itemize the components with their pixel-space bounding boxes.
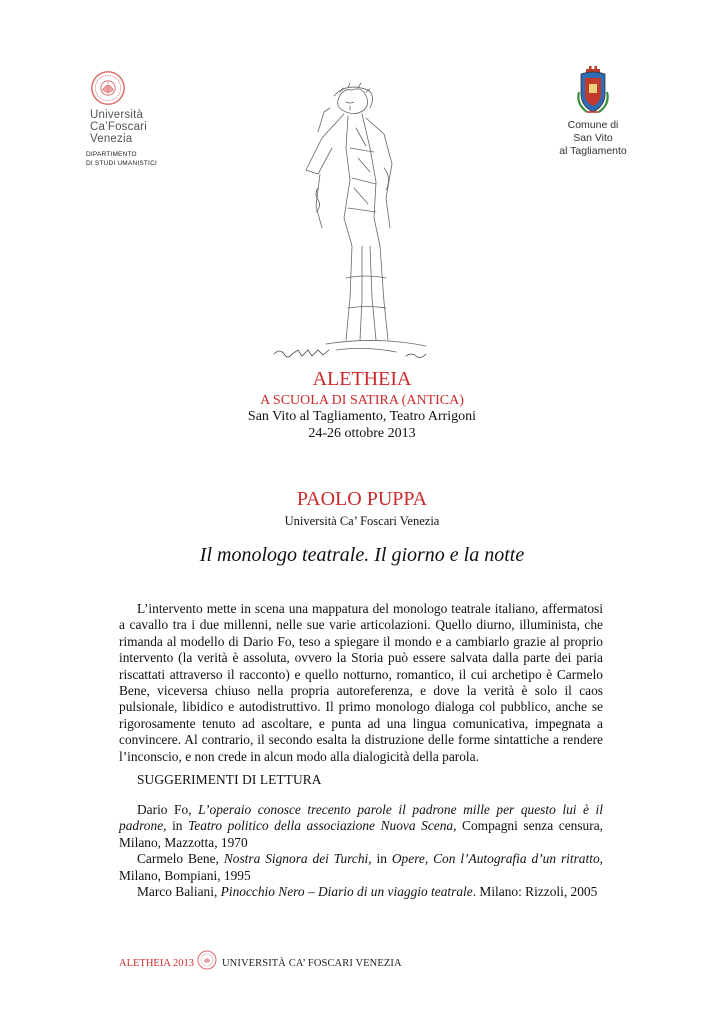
- abstract-paragraph: L’intervento mette in scena una mappatura del monologo teatrale italiano, affermatosi a cavallo tra i due millenni, nelle sue varie articolazioni. Quello diurno, illuminista, che rimanda al modello di Dario Fo, teso a spiegare il mondo e a cambiarlo grazie al proprio intervento (la verità è assoluta, ovvero la Storia può essere salvata dalla parte dei paria riscattati attraverso il racconto) e quello notturno, romantico, il cui archetipo è Carmelo Bene, viceversa chiuso nella propria autoreferenza, e dove la verità è solo il caos pulsionale, libidico e autodistruttivo. Il primo monologo dialoga col pubblico, anche se rigorosamente tenuto ad ascoltare, e punta ad una lingua comunicativa, impegnata a convincere. Al contrario, il secondo esalta la distruzione delle forme sintattiche a rendere l’inconscio, e non crede in alcun modo alla dialogicità della parola.: [119, 601, 603, 764]
- comune-logo: [548, 64, 638, 158]
- reference-connector: , in: [368, 851, 392, 867]
- reference-publication: Compagni senza censura, Milano, Mazzotta, 1970: [119, 818, 603, 850]
- reference-author: Carmelo Bene,: [137, 851, 224, 867]
- event-subtitle: A SCUOLA DI SATIRA (ANTICA): [260, 393, 464, 408]
- reference-work: L’operaio conosce trecento parole il padrone mille per questo lui è il padrone,: [119, 802, 603, 834]
- comune-line-2: San Vito: [573, 132, 613, 144]
- university-name: [90, 109, 147, 145]
- reference-container: Teatro politico della associazione Nuova Scena,: [188, 818, 457, 834]
- reference-connector: in: [166, 818, 189, 834]
- reference-list: [119, 802, 603, 900]
- department-name: [86, 150, 157, 168]
- footer-event-label: ALETHEIA 2013: [119, 958, 194, 969]
- department-line-1: DIPARTIMENTO: [86, 151, 137, 158]
- reference-item: [119, 851, 603, 884]
- reference-publication: . Milano: Rizzoli, 2005: [472, 884, 598, 900]
- comune-line-1: Comune di: [567, 119, 619, 131]
- department-line-2: DI STUDI UMANISTICI: [86, 160, 157, 167]
- reference-author: Dario Fo,: [137, 802, 199, 817]
- university-line-3: Venezia: [90, 133, 133, 145]
- university-line-2: Ca’Foscari: [90, 121, 147, 133]
- san-vito-crest-icon: [577, 64, 609, 118]
- ca-foscari-seal-small-icon: [197, 950, 217, 970]
- reference-container: Opere, Con l’Autografia d’un ritratto: [391, 851, 600, 867]
- event-title: ALETHEIA: [312, 368, 412, 390]
- talk-affiliation: Università Ca’ Foscari Venezia: [284, 514, 440, 528]
- event-dates: 24-26 ottobre 2013: [308, 426, 416, 441]
- reference-item: [119, 884, 603, 900]
- reference-author: Marco Baliani,: [137, 884, 221, 900]
- talk-title: Il monologo teatrale. Il giorno e la notte: [199, 544, 525, 566]
- reference-publication: , Milano, Bompiani, 1995: [119, 851, 603, 883]
- reference-work: Pinocchio Nero – Diario di un viaggio teatrale: [220, 884, 473, 900]
- university-line-1: Università: [90, 109, 144, 121]
- figure-sketch-illustration: [266, 78, 436, 368]
- event-place: San Vito al Tagliamento, Teatro Arrigoni: [247, 409, 477, 424]
- abstract: [119, 601, 603, 765]
- talk-author: PAOLO PUPPA: [296, 488, 428, 510]
- reference-work: Nostra Signora dei Turchi: [223, 851, 369, 867]
- ca-foscari-seal-icon: [90, 70, 126, 106]
- reference-item: [119, 802, 603, 851]
- comune-line-3: al Tagliamento: [559, 145, 627, 157]
- footer-university-label: UNIVERSITÀ CA’ FOSCARI VENEZIA: [222, 958, 402, 969]
- readings-heading: SUGGERIMENTI DI LETTURA: [137, 772, 322, 787]
- comune-name: [548, 119, 638, 158]
